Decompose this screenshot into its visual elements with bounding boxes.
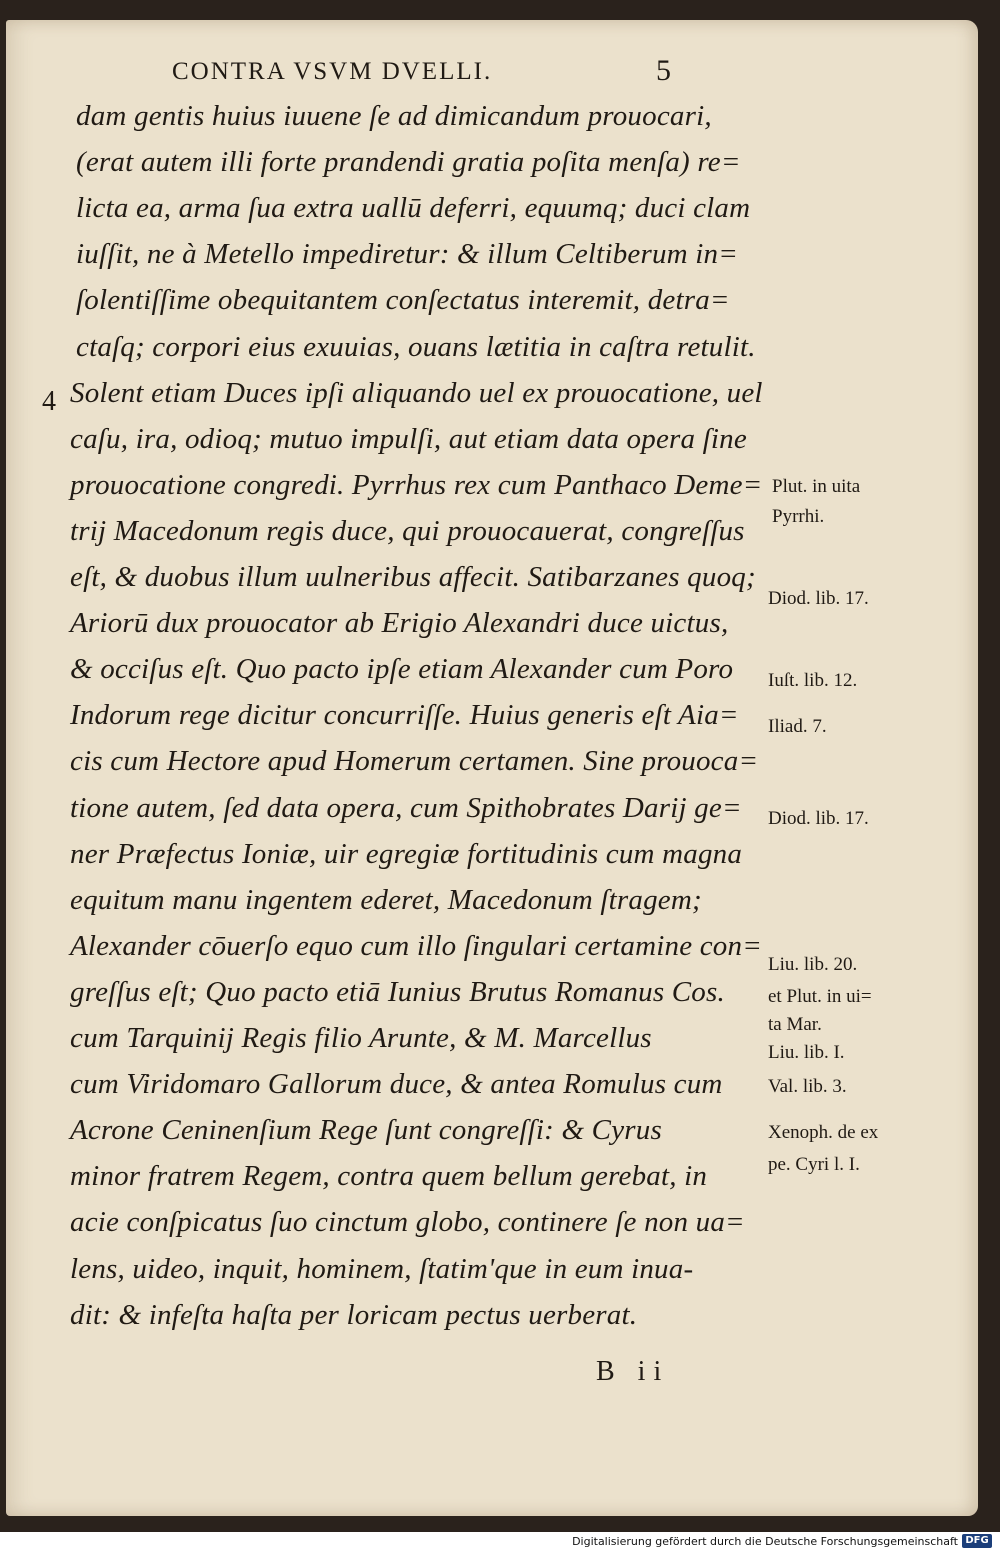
funding-credit: Digitalisierung gefördert durch die Deutsche Forschungsgemeinschaft xyxy=(572,1535,958,1548)
marginal-note: Diod. lib. 17. xyxy=(768,808,869,829)
marginal-note: pe. Cyri l. I. xyxy=(768,1154,860,1175)
text-line: dam gentis huius iuuene ſe ad dimicandum prouocari, xyxy=(76,100,712,132)
text-line: Alexander cōuerſo equo cum illo ſingulari certamine con= xyxy=(70,929,762,962)
text-line: ner Præfectus Ioniæ, uir egregiæ fortitudinis cum magna xyxy=(70,837,743,870)
marginal-note: Xenoph. de ex xyxy=(768,1122,879,1143)
text-line: dit: & infeſta haſta per loricam pectus uerberat. xyxy=(70,1298,638,1331)
marginal-note: Plut. in uita xyxy=(772,476,861,497)
text-line: Indorum rege dicitur concurriſſe. Huius generis eſt Aia= xyxy=(70,699,739,732)
marginal-note: Iliad. 7. xyxy=(768,716,827,737)
marginal-note: Diod. lib. 17. xyxy=(768,588,869,609)
text-line: Ariorū dux prouocator ab Erigio Alexandri duce uictus, xyxy=(70,607,729,640)
marginal-note: et Plut. in ui= xyxy=(768,986,872,1007)
text-line: iuſſit, ne à Metello impediretur: & illum Celtiberum in= xyxy=(76,238,738,271)
text-line: prouocatione congredi. Pyrrhus rex cum Panthaco Deme= xyxy=(70,468,763,501)
text-line: caſu, ira, odioq; mutuo impulſi, aut etiam data opera ſine xyxy=(70,422,747,455)
text-line: (erat autem illi forte prandendi gratia poſita menſa) re= xyxy=(76,146,741,179)
marginal-note: Iuſt. lib. 12. xyxy=(768,670,858,691)
text-line: ſolentiſſime obequitantem conſectatus interemit, detra= xyxy=(76,284,730,317)
text-line: lens, uideo, inquit, hominem, ſtatim'que in eum inua- xyxy=(70,1252,694,1285)
text-line: tione autem, ſed data opera, cum Spithobrates Darij ge= xyxy=(70,791,742,824)
running-head: CONTRA VSVM DVELLI. xyxy=(172,58,493,85)
section-number: 4 xyxy=(42,386,56,417)
signature-mark: B ii xyxy=(596,1356,670,1387)
text-line: & occiſus eſt. Quo pacto ipſe etiam Alexander cum Poro xyxy=(70,653,734,686)
marginal-note: ta Mar. xyxy=(768,1014,822,1035)
text-line: equitum manu ingentem ederet, Macedonum ſtragem; xyxy=(70,883,702,916)
page-number: 5 xyxy=(656,54,671,87)
dfg-logo: DFG xyxy=(962,1534,992,1548)
text-line: cum Viridomaro Gallorum duce, & antea Romulus cum xyxy=(70,1068,723,1101)
text-line: eſt, & duobus illum uulneribus affecit. Satibarzanes quoq; xyxy=(70,561,756,593)
marginal-note: Val. lib. 3. xyxy=(768,1076,847,1097)
text-line: licta ea, arma ſua extra uallū deferri, equumq; duci clam xyxy=(76,192,751,225)
text-line: greſſus eſt; Quo pacto etiā Iunius Brutus Romanus Cos. xyxy=(70,975,725,1008)
marginal-note: Liu. lib. I. xyxy=(768,1042,845,1063)
text-line: Acrone Ceninenſium Rege ſunt congreſſi: & Cyrus xyxy=(70,1114,662,1147)
marginal-note: Liu. lib. 20. xyxy=(768,954,858,975)
marginal-note: Pyrrhi. xyxy=(772,506,825,527)
text-line: cum Tarquinij Regis filio Arunte, & M. Marcellus xyxy=(70,1022,652,1054)
text-line: cis cum Hectore apud Homerum certamen. Sine prouoca= xyxy=(70,745,759,778)
text-line: Solent etiam Duces ipſi aliquando uel ex prouocatione, uel xyxy=(70,376,763,409)
text-line: minor fratrem Regem, contra quem bellum gerebat, in xyxy=(70,1160,708,1193)
text-line: ctaſq; corpori eius exuuias, ouans lætitia in caſtra retulit. xyxy=(76,330,756,363)
text-line: acie conſpicatus ſuo cinctum globo, continere ſe non ua= xyxy=(70,1206,745,1239)
text-line: trij Macedonum regis duce, qui prouocauerat, congreſſus xyxy=(70,514,745,547)
